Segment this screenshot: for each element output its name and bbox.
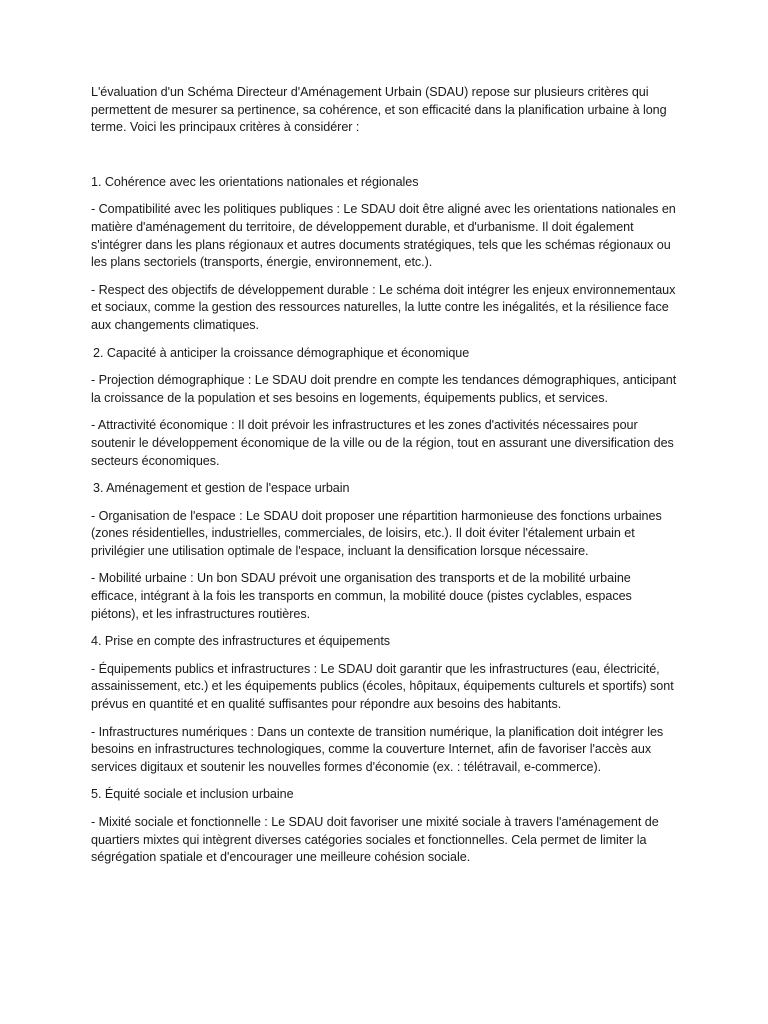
document-body (91, 84, 677, 877)
section-1-item-2: - Respect des objectifs de développement durable : Le schéma doit intégrer les enjeux environnementaux et sociaux, comme la gestion des ressources naturelles, la lutte contre les inégalités, et la résilience face aux changements climatiques. (91, 282, 676, 332)
section-5-item-1: - Mixité sociale et fonctionnelle : Le SDAU doit favoriser une mixité sociale à travers l'aménagement de quartiers mixtes qui intègrent diverses catégories sociales et fonctionnelles. Cela permet de limiter la ségrégation spatiale et d'encourager une meilleure cohésion sociale. (91, 815, 659, 865)
section-3-item-2: - Mobilité urbaine : Un bon SDAU prévoit une organisation des transports et de la mobilité urbaine efficace, intégrant à la fois les transports en commun, la mobilité douce (pistes cyclables, espaces piétons), et les infrastructures routières. (91, 571, 632, 621)
section-2-item-1: - Projection démographique : Le SDAU doit prendre en compte les tendances démographiques, anticipant la croissance de la population et ses besoins en logements, équipements publics, et services. (91, 373, 677, 405)
section-heading-3: 3. Aménagement et gestion de l'espace urbain (93, 481, 350, 496)
section-2-item-2: - Attractivité économique : Il doit prévoir les infrastructures et les zones d'activités nécessaires pour soutenir le développement économique de la ville ou de la région, tout en assurant une diversification des secteurs économiques. (91, 418, 674, 468)
section-heading-4: 4. Prise en compte des infrastructures et équipements (91, 634, 391, 649)
section-heading-5: 5. Équité sociale et inclusion urbaine (91, 787, 294, 802)
section-3-item-1: - Organisation de l'espace : Le SDAU doit proposer une répartition harmonieuse des fonctions urbaines (zones résidentielles, industrielles, commerciales, de loisirs, etc.). Il doit éviter l'étalement urbain et privilégier une utilisation optimale de l'espace, incluant la densification lorsque nécessaire. (91, 508, 662, 558)
section-heading-2: 2. Capacité à anticiper la croissance démographique et économique (93, 345, 470, 360)
section-1-item-1: - Compatibilité avec les politiques publiques : Le SDAU doit être aligné avec les orientations nationales en matière d'aménagement du territoire, de développement durable, et d'urbanisme. Il doit également s'intégrer dans les plans régionaux et autres documents stratégiques, tels que les schémas régionaux ou les plans sectoriels (transports, énergie, environnement, etc.). (91, 202, 676, 270)
section-heading-1: 1. Cohérence avec les orientations nationales et régionales (91, 174, 419, 189)
section-4-item-2: - Infrastructures numériques : Dans un contexte de transition numérique, la planification doit intégrer les besoins en infrastructures technologiques, comme la couverture Internet, afin de favoriser l'accès aux services digitaux et soutenir les nouvelles formes d'économie (ex. : télétravail, e-commerce). (91, 724, 664, 774)
intro-paragraph: L'évaluation d'un Schéma Directeur d'Aménagement Urbain (SDAU) repose sur plusieurs critères qui permettent de mesurer sa pertinence, sa cohérence, et son efficacité dans la planification urbaine à long terme. Voici les principaux critères à considérer : (91, 85, 667, 135)
section-4-item-1: - Équipements publics et infrastructures : Le SDAU doit garantir que les infrastructures (eau, électricité, assainissement, etc.) et les équipements publics (écoles, hôpitaux, équipements culturels et sportifs) sont prévus en quantité et en qualité suffisantes pour répondre aux besoins des habitants. (91, 661, 674, 712)
